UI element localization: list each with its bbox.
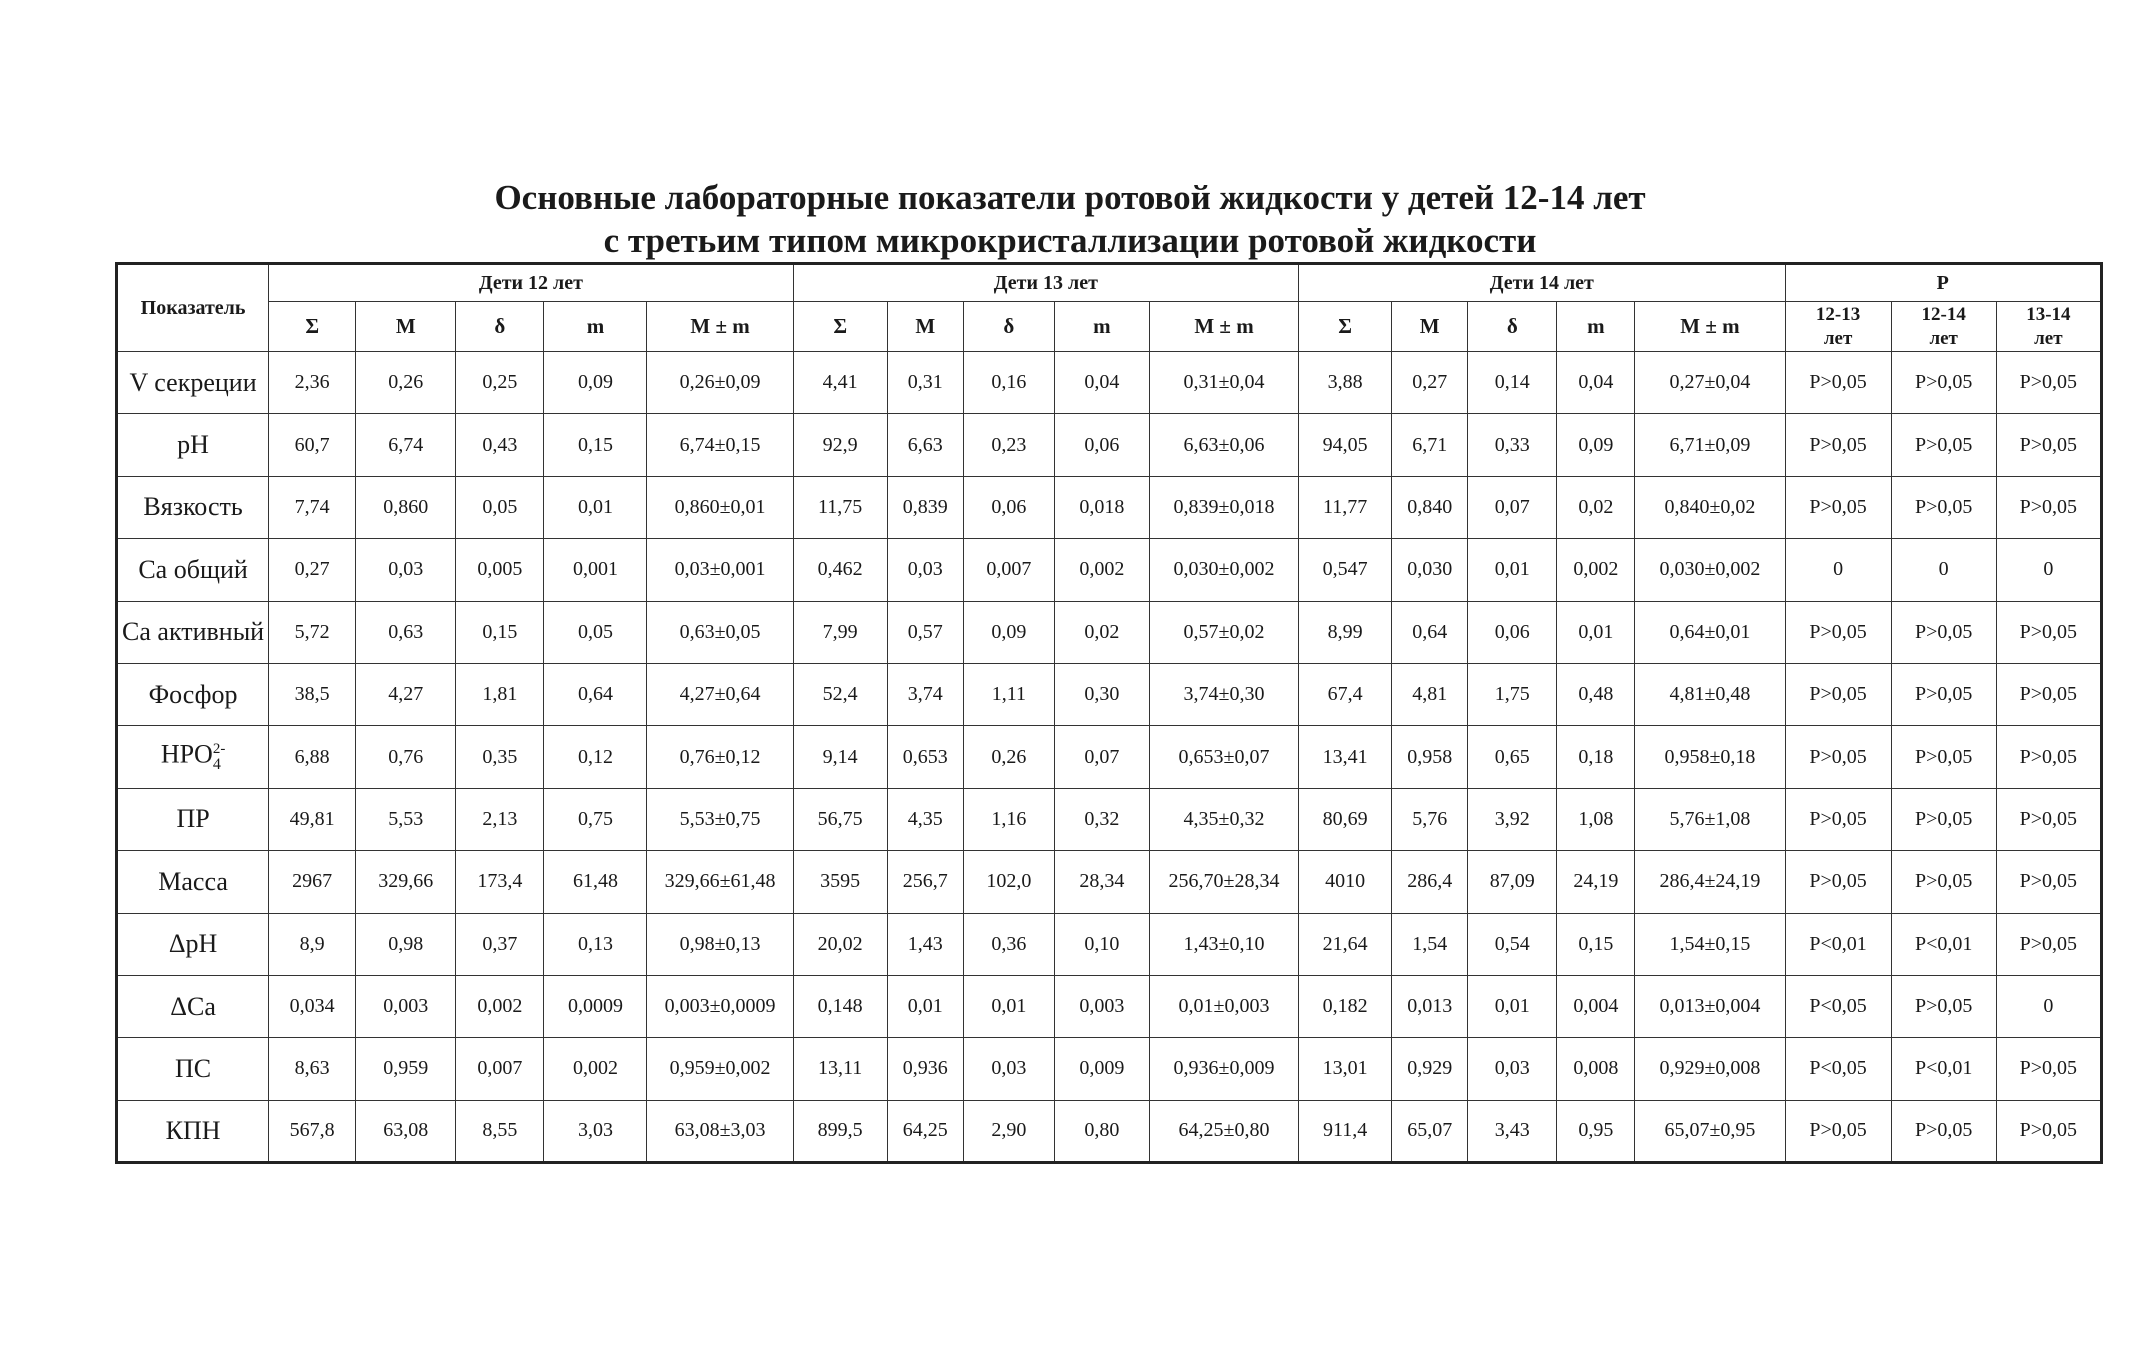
table-cell: 0,462 xyxy=(793,539,887,601)
table-cell: 0,003 xyxy=(356,975,456,1037)
stat-mean-error-header: M ± m xyxy=(1149,302,1298,352)
table-cell: 0 xyxy=(1891,539,1996,601)
table-cell: 0,01 xyxy=(963,975,1054,1037)
table-cell: 6,71±0,09 xyxy=(1635,414,1785,476)
p-col-unit: лет xyxy=(1823,327,1853,349)
table-cell: 2,36 xyxy=(269,352,356,414)
table-cell: 9,14 xyxy=(793,726,887,788)
table-cell: P>0,05 xyxy=(1891,975,1996,1037)
table-cell: P<0,05 xyxy=(1785,975,1891,1037)
table-cell: 28,34 xyxy=(1054,851,1149,913)
table-cell: 0,959 xyxy=(356,1038,456,1100)
table-cell: 38,5 xyxy=(269,663,356,725)
p-col-range: 13-14 xyxy=(2026,303,2071,325)
table-cell: P>0,05 xyxy=(1785,414,1891,476)
table-cell: 5,53 xyxy=(356,788,456,850)
row-label: Фосфор xyxy=(117,663,269,725)
table-cell: 899,5 xyxy=(793,1100,887,1162)
table-cell: 0,001 xyxy=(544,539,647,601)
table-cell: P>0,05 xyxy=(1996,414,2101,476)
table-cell: 329,66±61,48 xyxy=(647,851,793,913)
table-cell: 56,75 xyxy=(793,788,887,850)
table-row xyxy=(117,601,2102,663)
table-cell: 0,36 xyxy=(963,913,1054,975)
table-cell: 0,03 xyxy=(963,1038,1054,1100)
table-cell: 0,01 xyxy=(1468,539,1557,601)
table-cell: 0,958 xyxy=(1392,726,1468,788)
table-cell: 2967 xyxy=(269,851,356,913)
table-cell: 0,009 xyxy=(1054,1038,1149,1100)
table-cell: 1,43±0,10 xyxy=(1149,913,1298,975)
table-cell: 0,840±0,02 xyxy=(1635,476,1785,538)
table-cell: 8,9 xyxy=(269,913,356,975)
table-row xyxy=(117,352,2102,414)
p-col-range: 12-13 xyxy=(1815,303,1861,325)
table-cell: 0,01 xyxy=(544,476,647,538)
table-cell: 49,81 xyxy=(269,788,356,850)
stat-sum-header: Σ xyxy=(1299,302,1392,352)
table-cell: 0,63 xyxy=(356,601,456,663)
table-cell: 0,09 xyxy=(1557,414,1635,476)
stat-sum-header: Σ xyxy=(793,302,887,352)
table-cell: P>0,05 xyxy=(1891,663,1996,725)
table-cell: 63,08±3,03 xyxy=(647,1100,793,1162)
table-cell: 0,01 xyxy=(887,975,963,1037)
table-cell: 0 xyxy=(1785,539,1891,601)
table-cell: 3,74±0,30 xyxy=(1149,663,1298,725)
table-cell: 0,09 xyxy=(544,352,647,414)
row-label xyxy=(117,726,269,788)
indicator-header: Показатель xyxy=(117,264,269,352)
table-cell: 13,41 xyxy=(1299,726,1392,788)
table-cell: 4,27 xyxy=(356,663,456,725)
table-cell: 0,76 xyxy=(356,726,456,788)
row-label: Са общий xyxy=(117,539,269,601)
table-cell: 0,64 xyxy=(1392,601,1468,663)
table-cell: 1,16 xyxy=(963,788,1054,850)
table-cell: P>0,05 xyxy=(1891,851,1996,913)
table-cell: 173,4 xyxy=(456,851,544,913)
table-cell: 0,148 xyxy=(793,975,887,1037)
table-cell: 0,43 xyxy=(456,414,544,476)
p-col-unit: лет xyxy=(1929,327,1958,349)
table-cell: 0,013 xyxy=(1392,975,1468,1037)
row-label: Масса xyxy=(117,851,269,913)
table-cell: 0,04 xyxy=(1557,352,1635,414)
table-cell: 0,03 xyxy=(356,539,456,601)
stat-error-header: m xyxy=(544,302,647,352)
table-cell: P>0,05 xyxy=(1996,788,2101,850)
table-cell: 61,48 xyxy=(544,851,647,913)
table-cell: 0,002 xyxy=(1557,539,1635,601)
row-label: КПН xyxy=(117,1100,269,1162)
table-cell: 67,4 xyxy=(1299,663,1392,725)
table-cell: 0,31 xyxy=(887,352,963,414)
table-cell: 0,33 xyxy=(1468,414,1557,476)
stat-sd-header: δ xyxy=(456,302,544,352)
table-cell: 0,57 xyxy=(887,601,963,663)
table-cell: 0,02 xyxy=(1054,601,1149,663)
table-cell: 3595 xyxy=(793,851,887,913)
stat-error-header: m xyxy=(1557,302,1635,352)
table-cell: P>0,05 xyxy=(1891,476,1996,538)
table-cell: 4010 xyxy=(1299,851,1392,913)
table-cell: 1,75 xyxy=(1468,663,1557,725)
table-cell: P>0,05 xyxy=(1785,726,1891,788)
table-cell: 0,007 xyxy=(456,1038,544,1100)
p-col-unit: лет xyxy=(2034,327,2063,349)
p-col-range: 12-14 xyxy=(1921,303,1966,325)
table-cell: 0 xyxy=(1996,539,2101,601)
table-cell: P<0,01 xyxy=(1891,1038,1996,1100)
table-cell: 0,32 xyxy=(1054,788,1149,850)
table-row xyxy=(117,788,2102,850)
table-cell: 0,26 xyxy=(356,352,456,414)
table-row xyxy=(117,913,2102,975)
table-row xyxy=(117,1100,2102,1162)
table-cell: 0,63±0,05 xyxy=(647,601,793,663)
table-cell: 5,76±1,08 xyxy=(1635,788,1785,850)
table-cell: P>0,05 xyxy=(1996,663,2101,725)
table-cell: 0,653 xyxy=(887,726,963,788)
table-cell: 0,27±0,04 xyxy=(1635,352,1785,414)
table-cell: 0,09 xyxy=(963,601,1054,663)
table-row xyxy=(117,726,2102,788)
row-label: Вязкость xyxy=(117,476,269,538)
table-cell: 0,929±0,008 xyxy=(1635,1038,1785,1100)
row-label: ПС xyxy=(117,1038,269,1100)
table-cell: 0,02 xyxy=(1557,476,1635,538)
row-label: V секреции xyxy=(117,352,269,414)
table-cell: 0,98±0,13 xyxy=(647,913,793,975)
table-row xyxy=(117,414,2102,476)
table-cell: 0,936 xyxy=(887,1038,963,1100)
table-cell: 286,4±24,19 xyxy=(1635,851,1785,913)
header-row-stats xyxy=(117,302,2102,352)
table-cell: 0,48 xyxy=(1557,663,1635,725)
table-cell: 0,959±0,002 xyxy=(647,1038,793,1100)
table-cell: 0,0009 xyxy=(544,975,647,1037)
table-cell: 0,18 xyxy=(1557,726,1635,788)
table-cell: 0,04 xyxy=(1054,352,1149,414)
table-cell: 0,26 xyxy=(963,726,1054,788)
table-cell: P<0,01 xyxy=(1891,913,1996,975)
stat-error-header: m xyxy=(1054,302,1149,352)
table-cell: 0,936±0,009 xyxy=(1149,1038,1298,1100)
table-cell: P>0,05 xyxy=(1996,726,2101,788)
table-cell: 20,02 xyxy=(793,913,887,975)
table-cell: 3,88 xyxy=(1299,352,1392,414)
table-cell: 0,95 xyxy=(1557,1100,1635,1162)
table-cell: 64,25 xyxy=(887,1100,963,1162)
row-label: pH xyxy=(117,414,269,476)
table-cell: 1,54 xyxy=(1392,913,1468,975)
row-label: ΔCa xyxy=(117,975,269,1037)
table-cell: 0,15 xyxy=(1557,913,1635,975)
document-title xyxy=(0,176,2140,262)
table-cell: P>0,05 xyxy=(1996,913,2101,975)
table-cell: 0,839 xyxy=(887,476,963,538)
table-cell: P>0,05 xyxy=(1785,601,1891,663)
table-cell: 0,01±0,003 xyxy=(1149,975,1298,1037)
table-body xyxy=(117,352,2102,1163)
table-cell: 0,76±0,12 xyxy=(647,726,793,788)
table-row xyxy=(117,851,2102,913)
table-cell: 4,35 xyxy=(887,788,963,850)
table-cell: 0,030±0,002 xyxy=(1149,539,1298,601)
table-cell: 24,19 xyxy=(1557,851,1635,913)
table-cell: P>0,05 xyxy=(1785,663,1891,725)
table-cell: 0,839±0,018 xyxy=(1149,476,1298,538)
row-label-superscript: 2- xyxy=(212,741,226,758)
table-cell: 0,01 xyxy=(1468,975,1557,1037)
table-cell: 0,547 xyxy=(1299,539,1392,601)
table-cell: P>0,05 xyxy=(1785,476,1891,538)
table-cell: 11,75 xyxy=(793,476,887,538)
table-cell: 6,74 xyxy=(356,414,456,476)
row-label: ΔpH xyxy=(117,913,269,975)
table-cell: 1,11 xyxy=(963,663,1054,725)
p-col-12-13 xyxy=(1785,302,1891,352)
table-cell: 0,034 xyxy=(269,975,356,1037)
table-cell: 0,003±0,0009 xyxy=(647,975,793,1037)
table-cell: 0,27 xyxy=(1392,352,1468,414)
table-cell: 0,06 xyxy=(1468,601,1557,663)
stat-mean-error-header: M ± m xyxy=(1635,302,1785,352)
table-cell: 64,25±0,80 xyxy=(1149,1100,1298,1162)
row-label-subscript: 4 xyxy=(212,755,221,773)
group-header-12: Дети 12 лет xyxy=(269,264,794,302)
table-cell: 1,43 xyxy=(887,913,963,975)
table-cell: 1,08 xyxy=(1557,788,1635,850)
table-cell: 0,98 xyxy=(356,913,456,975)
table-cell: 0,007 xyxy=(963,539,1054,601)
table-cell: P>0,05 xyxy=(1891,726,1996,788)
p-col-12-14 xyxy=(1891,302,1996,352)
table-cell: 0,07 xyxy=(1468,476,1557,538)
table-cell: 0,64 xyxy=(544,663,647,725)
table-cell: 52,4 xyxy=(793,663,887,725)
p-group-header: Р xyxy=(1785,264,2101,302)
table-cell: 256,7 xyxy=(887,851,963,913)
table-cell: 0,030 xyxy=(1392,539,1468,601)
stat-mean-error-header: M ± m xyxy=(647,302,793,352)
row-label-base: HPO xyxy=(160,739,213,769)
table-cell: P>0,05 xyxy=(1996,601,2101,663)
table-cell: 21,64 xyxy=(1299,913,1392,975)
table-cell: 0,958±0,18 xyxy=(1635,726,1785,788)
table-cell: 6,63±0,06 xyxy=(1149,414,1298,476)
table-cell: 13,11 xyxy=(793,1038,887,1100)
table-cell: 0,26±0,09 xyxy=(647,352,793,414)
table-cell: 13,01 xyxy=(1299,1038,1392,1100)
table-cell: P<0,05 xyxy=(1785,1038,1891,1100)
stat-sd-header: δ xyxy=(1468,302,1557,352)
table-cell: 0,31±0,04 xyxy=(1149,352,1298,414)
table-cell: P>0,05 xyxy=(1891,414,1996,476)
table-cell: 0,860 xyxy=(356,476,456,538)
table-cell: P>0,05 xyxy=(1891,601,1996,663)
table-cell: 102,0 xyxy=(963,851,1054,913)
table-cell: 0,013±0,004 xyxy=(1635,975,1785,1037)
table-cell: 0,03 xyxy=(1468,1038,1557,1100)
table-cell: P>0,05 xyxy=(1996,1100,2101,1162)
p-col-13-14 xyxy=(1996,302,2101,352)
row-label: Са активный xyxy=(117,601,269,663)
table-cell: 5,53±0,75 xyxy=(647,788,793,850)
table-cell: 5,72 xyxy=(269,601,356,663)
table-cell: 0,01 xyxy=(1557,601,1635,663)
table-cell: 0,27 xyxy=(269,539,356,601)
table-cell: 0,15 xyxy=(544,414,647,476)
table-cell: 0,07 xyxy=(1054,726,1149,788)
table-cell: P>0,05 xyxy=(1891,352,1996,414)
table-cell: 0,008 xyxy=(1557,1038,1635,1100)
table-cell: 60,7 xyxy=(269,414,356,476)
table-cell: 0,03 xyxy=(887,539,963,601)
table-cell: P>0,05 xyxy=(1891,1100,1996,1162)
table-cell: 4,81 xyxy=(1392,663,1468,725)
table-cell: 0,030±0,002 xyxy=(1635,539,1785,601)
group-header-14: Дети 14 лет xyxy=(1299,264,1785,302)
table-cell: P>0,05 xyxy=(1785,352,1891,414)
table-cell: 0,12 xyxy=(544,726,647,788)
table-cell: 567,8 xyxy=(269,1100,356,1162)
stat-mean-header: М xyxy=(356,302,456,352)
title-line-2: с третьим типом микрокристаллизации ротовой жидкости xyxy=(603,221,1537,260)
table-row xyxy=(117,539,2102,601)
table-cell: 65,07±0,95 xyxy=(1635,1100,1785,1162)
table-cell: 4,27±0,64 xyxy=(647,663,793,725)
table-cell: 4,41 xyxy=(793,352,887,414)
table-cell: 92,9 xyxy=(793,414,887,476)
group-header-13: Дети 13 лет xyxy=(793,264,1298,302)
table-cell: 0,64±0,01 xyxy=(1635,601,1785,663)
table-cell: 911,4 xyxy=(1299,1100,1392,1162)
table-cell: 0,15 xyxy=(456,601,544,663)
table-cell: 7,99 xyxy=(793,601,887,663)
table-cell: 0,929 xyxy=(1392,1038,1468,1100)
table-row xyxy=(117,1038,2102,1100)
table-cell: 0,860±0,01 xyxy=(647,476,793,538)
table-cell: 329,66 xyxy=(356,851,456,913)
table-cell: 256,70±28,34 xyxy=(1149,851,1298,913)
table-row xyxy=(117,476,2102,538)
stat-mean-header: М xyxy=(1392,302,1468,352)
table-cell: 6,71 xyxy=(1392,414,1468,476)
table-cell: 8,63 xyxy=(269,1038,356,1100)
table-cell: 87,09 xyxy=(1468,851,1557,913)
table-cell: 0,35 xyxy=(456,726,544,788)
table-cell: P>0,05 xyxy=(1996,476,2101,538)
table-cell: 0,005 xyxy=(456,539,544,601)
table-cell: 0,57±0,02 xyxy=(1149,601,1298,663)
table-cell: 0,03±0,001 xyxy=(647,539,793,601)
table-cell: 3,92 xyxy=(1468,788,1557,850)
table-cell: 0,37 xyxy=(456,913,544,975)
table-cell: 7,74 xyxy=(269,476,356,538)
stat-sd-header: δ xyxy=(963,302,1054,352)
table-cell: 6,74±0,15 xyxy=(647,414,793,476)
table-cell: 0,06 xyxy=(963,476,1054,538)
row-label: ПР xyxy=(117,788,269,850)
table-cell: 6,88 xyxy=(269,726,356,788)
table-cell: 0,002 xyxy=(1054,539,1149,601)
table-cell: 2,90 xyxy=(963,1100,1054,1162)
table-cell: 94,05 xyxy=(1299,414,1392,476)
table-cell: 0 xyxy=(1996,975,2101,1037)
table-cell: 0,80 xyxy=(1054,1100,1149,1162)
header-row-groups xyxy=(117,264,2102,302)
stat-sum-header: Σ xyxy=(269,302,356,352)
table-cell: 3,74 xyxy=(887,663,963,725)
table-cell: 63,08 xyxy=(356,1100,456,1162)
table-cell: 0,05 xyxy=(456,476,544,538)
table-cell: 0,003 xyxy=(1054,975,1149,1037)
table-cell: P<0,01 xyxy=(1785,913,1891,975)
table-cell: 0,75 xyxy=(544,788,647,850)
table-cell: 1,54±0,15 xyxy=(1635,913,1785,975)
table-cell: 0,182 xyxy=(1299,975,1392,1037)
table-cell: 0,002 xyxy=(456,975,544,1037)
table-cell: 3,03 xyxy=(544,1100,647,1162)
table-cell: 0,14 xyxy=(1468,352,1557,414)
table-cell: 0,002 xyxy=(544,1038,647,1100)
table-cell: P>0,05 xyxy=(1785,788,1891,850)
table-cell: P>0,05 xyxy=(1785,851,1891,913)
table-cell: 2,13 xyxy=(456,788,544,850)
lab-indicators-table xyxy=(115,262,2103,1164)
table-cell: 0,05 xyxy=(544,601,647,663)
table-cell: 0,653±0,07 xyxy=(1149,726,1298,788)
table-cell: 3,43 xyxy=(1468,1100,1557,1162)
table-cell: 0,13 xyxy=(544,913,647,975)
table-cell: 286,4 xyxy=(1392,851,1468,913)
table-cell: 4,81±0,48 xyxy=(1635,663,1785,725)
table-cell: 0,10 xyxy=(1054,913,1149,975)
stat-mean-header: М xyxy=(887,302,963,352)
table-cell: 0,23 xyxy=(963,414,1054,476)
table-cell: 0,004 xyxy=(1557,975,1635,1037)
table-cell: P>0,05 xyxy=(1996,1038,2101,1100)
title-line-1: Основные лабораторные показатели ротовой жидкости у детей 12-14 лет xyxy=(494,178,1646,217)
table-row xyxy=(117,975,2102,1037)
table-cell: P>0,05 xyxy=(1891,788,1996,850)
table-cell: 1,81 xyxy=(456,663,544,725)
table-cell: 0,16 xyxy=(963,352,1054,414)
table-cell: 6,63 xyxy=(887,414,963,476)
table-cell: P>0,05 xyxy=(1996,352,2101,414)
table-cell: 80,69 xyxy=(1299,788,1392,850)
table-cell: 4,35±0,32 xyxy=(1149,788,1298,850)
table-cell: 0,018 xyxy=(1054,476,1149,538)
table-cell: 0,06 xyxy=(1054,414,1149,476)
table-cell: 0,65 xyxy=(1468,726,1557,788)
table-cell: 5,76 xyxy=(1392,788,1468,850)
table-cell: 8,99 xyxy=(1299,601,1392,663)
table-cell: 8,55 xyxy=(456,1100,544,1162)
table-cell: P>0,05 xyxy=(1996,851,2101,913)
table-cell: 0,30 xyxy=(1054,663,1149,725)
table-cell: 65,07 xyxy=(1392,1100,1468,1162)
table-cell: 11,77 xyxy=(1299,476,1392,538)
table-cell: 0,25 xyxy=(456,352,544,414)
table-cell: 0,54 xyxy=(1468,913,1557,975)
table-cell: P>0,05 xyxy=(1785,1100,1891,1162)
table-row xyxy=(117,663,2102,725)
table-cell: 0,840 xyxy=(1392,476,1468,538)
